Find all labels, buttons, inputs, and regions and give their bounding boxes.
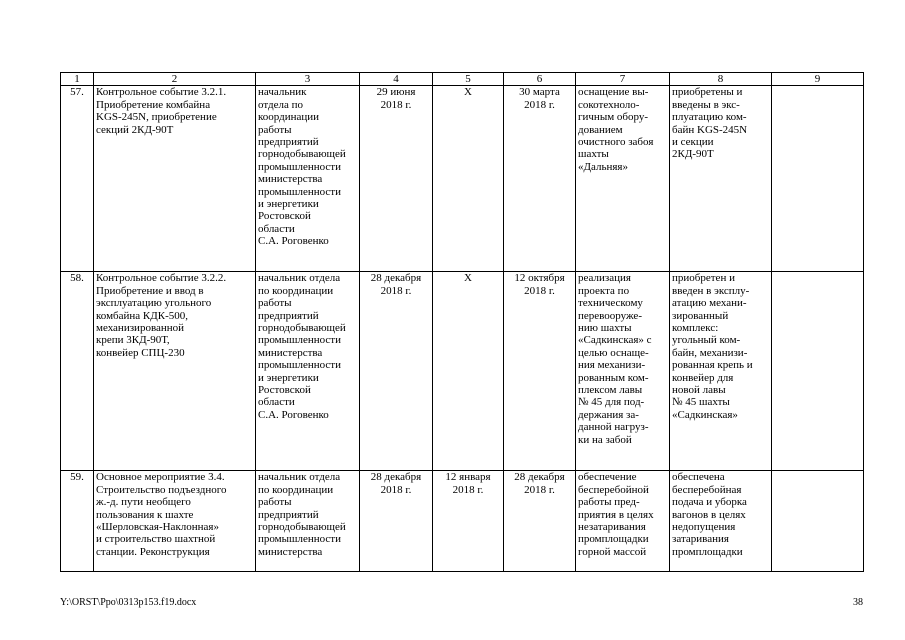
start-date-cell [433, 471, 504, 572]
cell-line: держания за- [578, 408, 639, 421]
planned-date-cell [360, 86, 433, 272]
cell-line: вагонов в целях [672, 508, 746, 521]
cell-line: ж.-д. пути необщего [96, 496, 191, 509]
cell-line: реализация [578, 272, 631, 285]
actual-result-cell [670, 471, 772, 572]
cell-line: очистного забоя [578, 136, 654, 149]
cell-line: ки на забой [578, 433, 632, 446]
cell-line: начальник [258, 86, 307, 99]
cell-line: 2018 г. [524, 284, 555, 297]
cell-line: горнодобывающей [258, 322, 346, 335]
cell-line: 2018 г. [524, 483, 555, 496]
row-number-cell [61, 471, 94, 572]
cell-line: горной массой [578, 545, 647, 558]
cell-line: Контрольное событие 3.2.2. [96, 272, 227, 285]
table-row [61, 272, 864, 471]
cell-line: Приобретение и ввод в [96, 284, 204, 297]
cell-line: № 45 для под- [578, 396, 645, 409]
cell-line: шахты [578, 148, 609, 161]
cell-line: крепи 3КД-90Т, [96, 334, 170, 347]
cell-line: Контрольное событие 3.2.1. [96, 86, 227, 99]
cell-line: KGS-245N, приобретение [96, 111, 217, 124]
cell-line: 2018 г. [380, 284, 412, 297]
cell-line: 28 декабря [370, 471, 422, 484]
cell-line: X [464, 272, 472, 285]
actual-date-cell [504, 86, 576, 272]
cell-line: области [258, 396, 295, 409]
cell-line: сокотехноло- [578, 98, 640, 111]
cell-line: и энергетики [258, 198, 319, 211]
cell-line: промышленности [258, 359, 341, 372]
row-number: 58. [70, 272, 84, 285]
actual-date-cell [504, 471, 576, 572]
cell-line: Ростовской [258, 384, 311, 397]
header-cell: 3 [256, 73, 360, 86]
cell-line: С.А. Роговенко [258, 235, 329, 248]
cell-line: незатаривания [578, 521, 646, 534]
cell-line: байн KGS-245N [672, 123, 748, 136]
cell-line: 28 декабря [514, 471, 565, 484]
cell-line: министерства [258, 346, 323, 359]
cell-line: 28 декабря [370, 272, 422, 285]
cell-line: X [464, 86, 472, 99]
cell-line: и энергетики [258, 371, 319, 384]
cell-line: работы [258, 123, 292, 136]
cell-line: плуатацию ком- [672, 111, 747, 124]
planned-date-cell [360, 471, 433, 572]
cell-line: приобретен и [672, 272, 735, 285]
cell-line: № 45 шахты [672, 396, 730, 409]
cell-line: промышленности [258, 185, 341, 198]
responsible-cell [256, 471, 360, 572]
header-cell: 1 [61, 73, 94, 86]
cell-line: министерства [258, 545, 323, 558]
cell-line: области [258, 222, 295, 235]
cell-line: «Садкинская» с [578, 334, 652, 347]
cell-line: по координации [258, 284, 334, 297]
cell-line: целью оснаще- [578, 346, 649, 359]
cell-line: конвейер для [672, 371, 734, 384]
cell-line: предприятий [258, 136, 319, 149]
cell-line: 2КД-90Т [672, 148, 714, 161]
row-number-cell [61, 272, 94, 471]
header-cell: 7 [576, 73, 670, 86]
event-cell [94, 86, 256, 272]
cell-line: «Шерловская-Наклонная» [96, 521, 219, 534]
cell-line: работы пред- [578, 496, 640, 509]
header-cell: 5 [433, 73, 504, 86]
table-row [61, 471, 864, 572]
page-number: 38 [853, 597, 863, 608]
cell-line: приятия в целях [578, 508, 654, 521]
cell-line: введены в экс- [672, 98, 740, 111]
cell-line: комплекс: [672, 322, 719, 335]
actual-date-cell [504, 272, 576, 471]
cell-line: промышленности [258, 160, 341, 173]
cell-line: механизированной [96, 322, 185, 335]
header-cell: 9 [772, 73, 864, 86]
start-date-cell [433, 272, 504, 471]
cell-line: комбайна КДК-500, [96, 309, 189, 322]
cell-line: и секции [672, 136, 714, 149]
cell-line: предприятий [258, 309, 319, 322]
cell-line: обеспечение [578, 471, 637, 484]
cell-line: плексом лавы [578, 384, 643, 397]
cell-line: Ростовской [258, 210, 311, 223]
header-cell: 6 [504, 73, 576, 86]
cell-line: отдела по [258, 98, 304, 111]
start-date-cell [433, 86, 504, 272]
cell-line: начальник отдела [258, 471, 341, 484]
data-table [60, 72, 864, 572]
cell-line: обеспечена [672, 471, 725, 484]
cell-line: подача и уборка [672, 496, 747, 509]
cell-line: введен в эксплу- [672, 284, 750, 297]
cell-line: эксплуатацию угольного [96, 297, 212, 310]
actual-result-cell [670, 272, 772, 471]
cell-line: 12 января [445, 471, 491, 484]
cell-line: бесперебойная [672, 483, 742, 496]
cell-line: 30 марта [519, 86, 560, 99]
planned-date-cell [360, 272, 433, 471]
cell-line: пользования к шахте [96, 508, 194, 521]
cell-line: промплощадки [672, 545, 743, 558]
responsible-cell [256, 272, 360, 471]
cell-line: 29 июня [376, 86, 416, 99]
cell-line: зированный [672, 309, 729, 322]
comment-cell [772, 86, 864, 272]
cell-line: угольный ком- [672, 334, 741, 347]
cell-line: горнодобывающей [258, 148, 346, 161]
cell-line: атацию механи- [672, 297, 747, 310]
cell-line: перевооруже- [578, 309, 642, 322]
cell-line: рованным ком- [578, 371, 649, 384]
cell-line: горнодобывающей [258, 521, 346, 534]
cell-line: секций 2КД-90Т [96, 123, 174, 136]
header-cell: 4 [360, 73, 433, 86]
cell-line: приобретены и [672, 86, 743, 99]
cell-line: Основное мероприятие 3.4. [96, 471, 225, 484]
cell-line: и строительство шахтной [96, 533, 216, 546]
cell-line: недопущения [672, 521, 736, 534]
cell-line: конвейер СПЦ-230 [96, 346, 185, 359]
cell-line: Строительство подъездного [96, 483, 227, 496]
header-cell: 8 [670, 73, 772, 86]
cell-line: С.А. Роговенко [258, 408, 329, 421]
cell-line: 2018 г. [452, 483, 484, 496]
cell-line: новой лавы [672, 384, 726, 397]
comment-cell [772, 272, 864, 471]
cell-line: бесперебойной [578, 483, 649, 496]
cell-line: министерства [258, 173, 323, 186]
cell-line: «Дальняя» [578, 160, 628, 173]
cell-line: промплощадки [578, 533, 649, 546]
cell-line: 2018 г. [524, 98, 555, 111]
header-row [61, 73, 864, 86]
expected-result-cell [576, 471, 670, 572]
cell-line: по координации [258, 483, 334, 496]
row-number-cell [61, 86, 94, 272]
header-cell: 2 [94, 73, 256, 86]
event-cell [94, 272, 256, 471]
cell-line: промышленности [258, 533, 341, 546]
cell-line: байн, механизи- [672, 346, 748, 359]
cell-line: 2018 г. [380, 98, 412, 111]
cell-line: проекта по [578, 284, 630, 297]
cell-line: координации [258, 111, 320, 124]
cell-line: затаривания [672, 533, 729, 546]
cell-line: «Садкинская» [672, 408, 738, 421]
expected-result-cell [576, 272, 670, 471]
cell-line: 12 октября [514, 272, 565, 285]
cell-line: оснащение вы- [578, 86, 649, 99]
footer-file-path: Y:\ORST\Ppo\0313p153.f19.docx [60, 597, 197, 608]
event-cell [94, 471, 256, 572]
row-number: 57. [70, 86, 84, 99]
cell-line: нию шахты [578, 322, 632, 335]
cell-line: данной нагруз- [578, 421, 649, 434]
cell-line: станции. Реконструкция [96, 545, 210, 558]
cell-line: начальник отдела [258, 272, 341, 285]
cell-line: работы [258, 496, 292, 509]
cell-line: промышленности [258, 334, 341, 347]
actual-result-cell [670, 86, 772, 272]
expected-result-cell [576, 86, 670, 272]
cell-line: ния механизи- [578, 359, 646, 372]
cell-line: техническому [578, 297, 643, 310]
responsible-cell [256, 86, 360, 272]
cell-line: предприятий [258, 508, 319, 521]
cell-line: рованная крепь и [672, 359, 753, 372]
cell-line: гичным обору- [578, 111, 649, 124]
comment-cell [772, 471, 864, 572]
table-row [61, 86, 864, 272]
cell-line: дованием [578, 123, 623, 136]
row-number: 59. [70, 471, 84, 484]
cell-line: работы [258, 297, 292, 310]
cell-line: Приобретение комбайна [96, 98, 211, 111]
cell-line: 2018 г. [380, 483, 412, 496]
